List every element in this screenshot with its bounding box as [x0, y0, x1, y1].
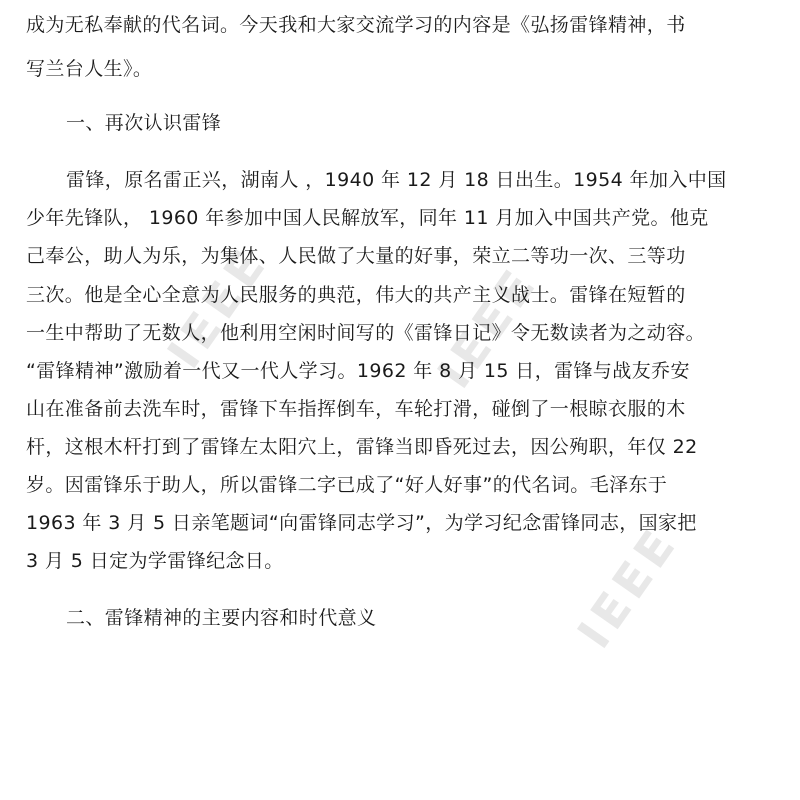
- paragraph-line: 3 月 5 日定为学雷锋纪念日。: [26, 550, 284, 572]
- paragraph-line: 少年先锋队， 1960 年参加中国人民解放军，同年 11 月加入中国共产党。他克: [26, 207, 709, 229]
- paragraph-line: 山在准备前去洗车时，雷锋下车指挥倒车，车轮打滑，碰倒了一根晾衣服的木: [26, 398, 686, 420]
- paragraph-line: “雷锋精神”激励着一代又一代人学习。1962 年 8 月 15 日，雷锋与战友乔安: [26, 360, 690, 382]
- watermark: IEEE: [156, 236, 279, 378]
- paragraph-line: 一生中帮助了无数人，他利用空闲时间写的《雷锋日记》令无数读者为之动容。: [26, 322, 706, 344]
- section-heading-1: 一、再次认识雷锋: [66, 112, 222, 134]
- watermark: IEEE: [426, 256, 549, 398]
- paragraph-line: 三次。他是全心全意为人民服务的典范，伟大的共产主义战士。雷锋在短暂的: [26, 284, 686, 306]
- paragraph-line: 雷锋，原名雷正兴，湖南人 ，1940 年 12 月 18 日出生。1954 年加入中国: [66, 169, 727, 191]
- watermark: IEEE: [566, 516, 689, 658]
- paragraph-line: 1963 年 3 月 5 日亲笔题词“向雷锋同志学习”，为学习纪念雷锋同志，国家把: [26, 512, 697, 534]
- text-line: 成为无私奉献的代名词。今天我和大家交流学习的内容是《弘扬雷锋精神，书: [26, 14, 686, 36]
- paragraph-line: 杆，这根木杆打到了雷锋左太阳穴上，雷锋当即昏死过去，因公殉职，年仅 22: [26, 436, 698, 458]
- text-line: 写兰台人生》。: [26, 58, 153, 80]
- paragraph-line: 岁。因雷锋乐于助人，所以雷锋二字已成了“好人好事”的代名词。毛泽东于: [26, 474, 668, 496]
- paragraph-line: 己奉公，助人为乐，为集体、人民做了大量的好事，荣立二等功一次、三等功: [26, 245, 686, 267]
- section-heading-2: 二、雷锋精神的主要内容和时代意义: [66, 607, 377, 629]
